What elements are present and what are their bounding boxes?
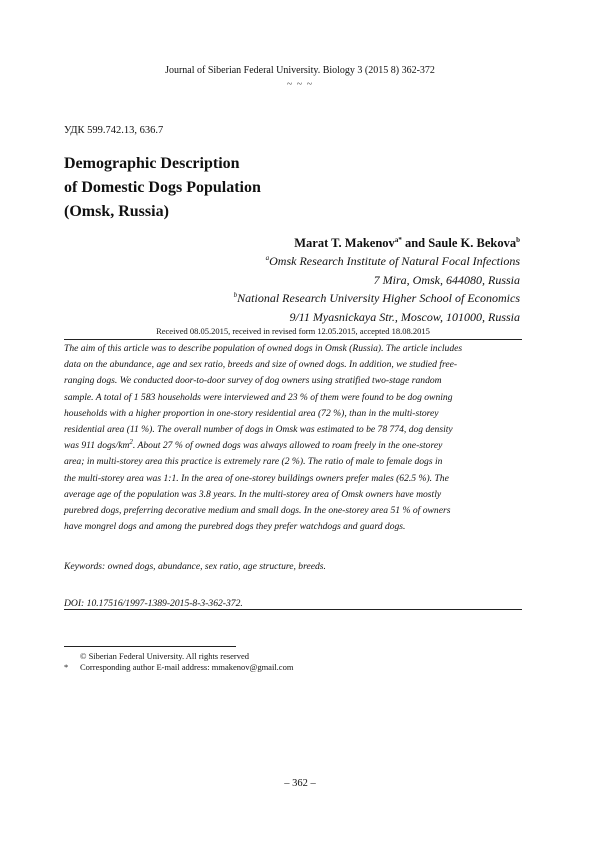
superscript: 2 (129, 438, 133, 447)
abstract-line: average age of the population was 3.8 years. In the multi-storey area of Omsk owners have mostly (64, 488, 442, 500)
authors (294, 236, 520, 251)
footnote-mark: * (64, 662, 69, 672)
abstract-line: was 911 dogs/$km^2$. About 27 % of owned dogs was always allowed to roam freely in the one-storey (64, 438, 443, 452)
affiliation-address: 9/11 Myasnickaya Str., Moscow, 101000, Russia (289, 309, 520, 324)
affiliations (234, 252, 520, 326)
corresponding-author-footnote: * Corresponding author E-mail address: mmakenov@gmail.com (64, 662, 294, 672)
affiliation-a: $^a$Omsk Research Institute of Natural Focal Infections (265, 254, 520, 268)
article-title (64, 152, 261, 224)
abstract-line: the multi-storey area was 1:1. In the area of one-storey buildings owners prefer males (62.5 %). The (64, 472, 449, 484)
abstract-line: households with a higher proportion in one-story residential area (72 %), than in the multi-storey (64, 407, 439, 419)
divider (64, 609, 522, 610)
keywords: Keywords: owned dogs, abundance, sex ratio, age structure, breeds. (64, 561, 326, 572)
affiliation-mark: a (265, 254, 270, 262)
copyright-footnote: © Siberian Federal University. All rights reserved (80, 651, 250, 661)
author-affiliation-mark: b (516, 235, 520, 244)
author-name: Saule K. Bekova (428, 236, 517, 250)
abstract (64, 341, 522, 535)
doi[interactable]: DOI: 10.17516/1997-1389-2015-8-3-362-372. (64, 598, 243, 609)
footnote-divider (64, 646, 236, 647)
abstract-line: The aim of this article was to describe population of owned dogs in Omsk (Russia). The article includes (64, 343, 463, 354)
affiliation-mark: b (233, 291, 238, 299)
affiliation-b: $^b$National Research University Higher School of Economics (233, 291, 520, 305)
received-dates: Received 08.05.2015, received in revised form 12.05.2015, accepted 18.08.2015 (156, 326, 430, 336)
title-line: of Domestic Dogs Population (64, 179, 261, 196)
authors-conjunction: and (401, 236, 429, 250)
title-line: (Omsk, Russia) (64, 203, 169, 220)
divider (64, 339, 522, 340)
abstract-line: data on the abundance, age and sex ratio, breeds and size of owned dogs. In addition, we studied free- (64, 359, 458, 371)
author-name: Marat T. Makenov (294, 236, 395, 250)
abstract-line: residential area (11 %). The overall number of dogs in Omsk was estimated to be 78 774, dog density (64, 424, 453, 436)
affiliation-address: 7 Mira, Omsk, 644080, Russia (373, 272, 520, 287)
header-ornament: ~ ~ ~ (286, 79, 314, 90)
title-line: Demographic Description (64, 155, 240, 172)
abstract-line: sample. A total of 1 583 households were interviewed and 23 % of them were found to be dog owning (64, 391, 453, 403)
author-affiliation-mark: a* (394, 235, 402, 244)
abstract-line: have mongrel dogs and among the purebred dogs they prefer watchdogs and guard dogs. (64, 521, 406, 533)
udk-code: УДК 599.742.13, 636.7 (64, 125, 164, 136)
abstract-line: area; in multi-storey area this practice is extremely rare (2 %). The ratio of male to female dogs in (64, 456, 443, 468)
abstract-line: purebred dogs, preferring decorative medium and small dogs. In the one-storey area 51 % of owners (64, 505, 451, 517)
page-number: – 362 – (284, 778, 316, 789)
abstract-line: ranging dogs. We conducted door-to-door survey of dog owners using stratified two-stage random (64, 375, 442, 387)
journal-header: Journal of Siberian Federal University. Biology 3 (2015 8) 362-372 (165, 65, 435, 76)
